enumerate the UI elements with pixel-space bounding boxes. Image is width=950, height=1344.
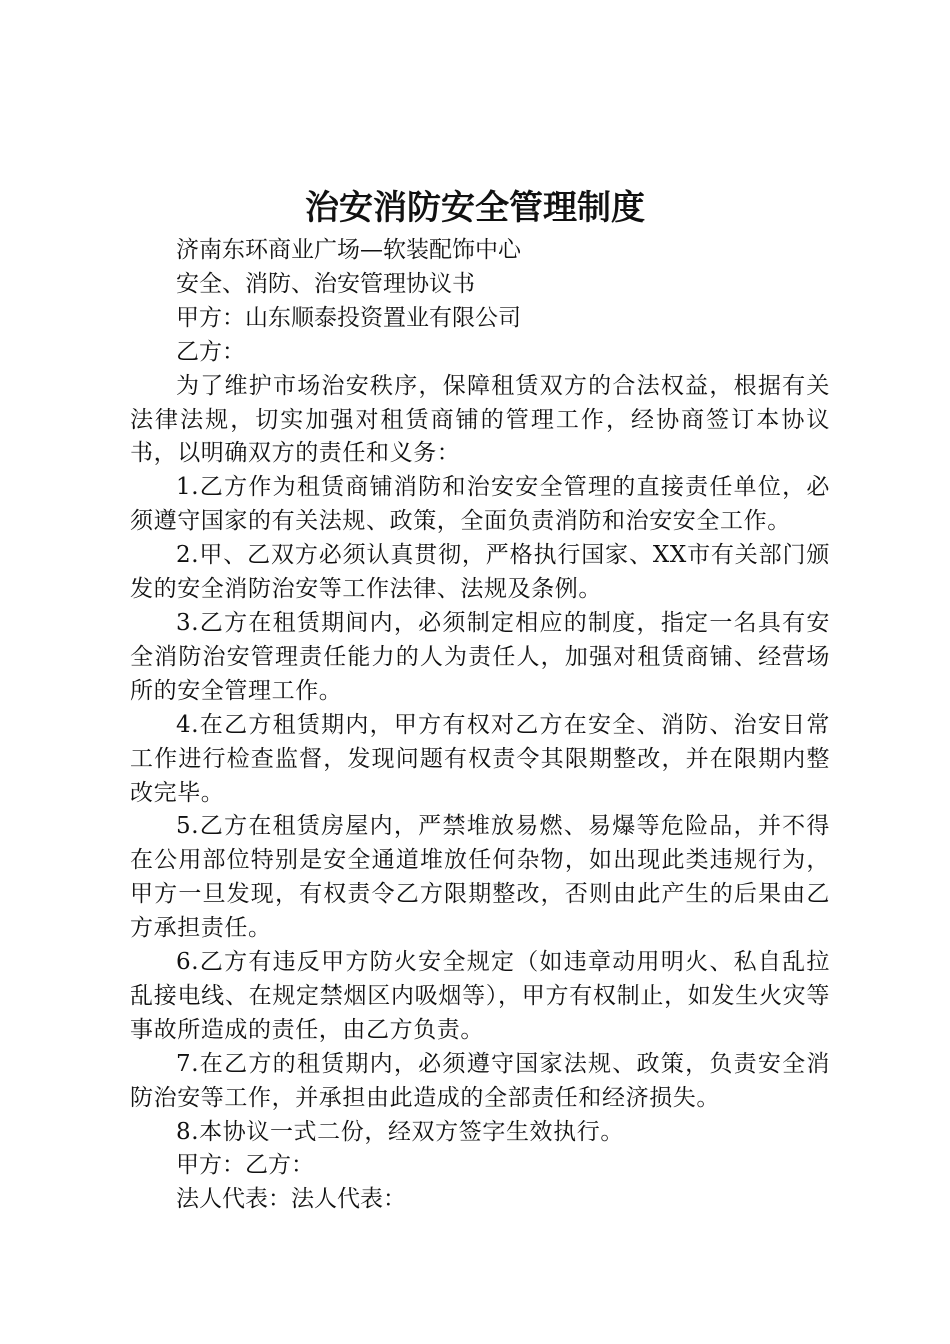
header-line-agreement-name: 安全、消防、治安管理协议书 — [176, 270, 475, 297]
header-line-party-a: 甲方：山东顺泰投资置业有限公司 — [176, 304, 521, 331]
clause-6: 6.乙方有违反甲方防火安全规定（如违章动用明火、私自乱拉乱接电线、在规定禁烟区内吸烟等），甲方有权制止，如发生火灾等事故所造成的责任，由乙方负责。 — [130, 949, 830, 1043]
document-title: 治安消防安全管理制度 — [305, 188, 645, 228]
clause-7: 7.在乙方的租赁期内，必须遵守国家法规、政策，负责安全消防治安等工作，并承担由此造成的全部责任和经济损失。 — [130, 1050, 830, 1111]
clause-1: 1.乙方作为租赁商铺消防和治安安全管理的直接责任单位，必须遵守国家的有关法规、政策，全面负责消防和治安安全工作。 — [130, 474, 830, 535]
clause-3: 3.乙方在租赁期间内，必须制定相应的制度，指定一名具有安全消防治安管理责任能力的人为责任人，加强对租赁商铺、经营场所的安全管理工作。 — [130, 609, 830, 704]
clause-8: 8.本协议一式二份，经双方签字生效执行。 — [176, 1118, 624, 1145]
header-line-party-b: 乙方： — [176, 338, 245, 365]
header-line-location: 济南东环商业广场—软装配饰中心 — [176, 237, 521, 263]
clause-2: 2.甲、乙双方必须认真贯彻，严格执行国家、XX市有关部门颁发的安全消防治安等工作法律、法规及条例。 — [130, 542, 830, 603]
signature-legal-representatives: 法人代表：法人代表： — [176, 1186, 406, 1213]
intro-paragraph: 为了维护市场治安秩序，保障租赁双方的合法权益，根据有关法律法规，切实加强对租赁商铺的管理工作，经协商签订本协议书，以明确双方的责任和义务： — [130, 372, 830, 467]
clause-5: 5.乙方在租赁房屋内，严禁堆放易燃、易爆等危险品，并不得在公用部位特别是安全通道堆放任何杂物，如出现此类违规行为，甲方一旦发现，有权责令乙方限期整改，否则由此产生的后果由乙方承担责任。 — [130, 813, 830, 942]
signature-parties: 甲方：乙方： — [176, 1152, 314, 1179]
document-body — [130, 234, 830, 1217]
clause-4: 4.在乙方租赁期内，甲方有权对乙方在安全、消防、治安日常工作进行检查监督，发现问题有权责令其限期整改，并在限期内整改完毕。 — [130, 711, 830, 806]
